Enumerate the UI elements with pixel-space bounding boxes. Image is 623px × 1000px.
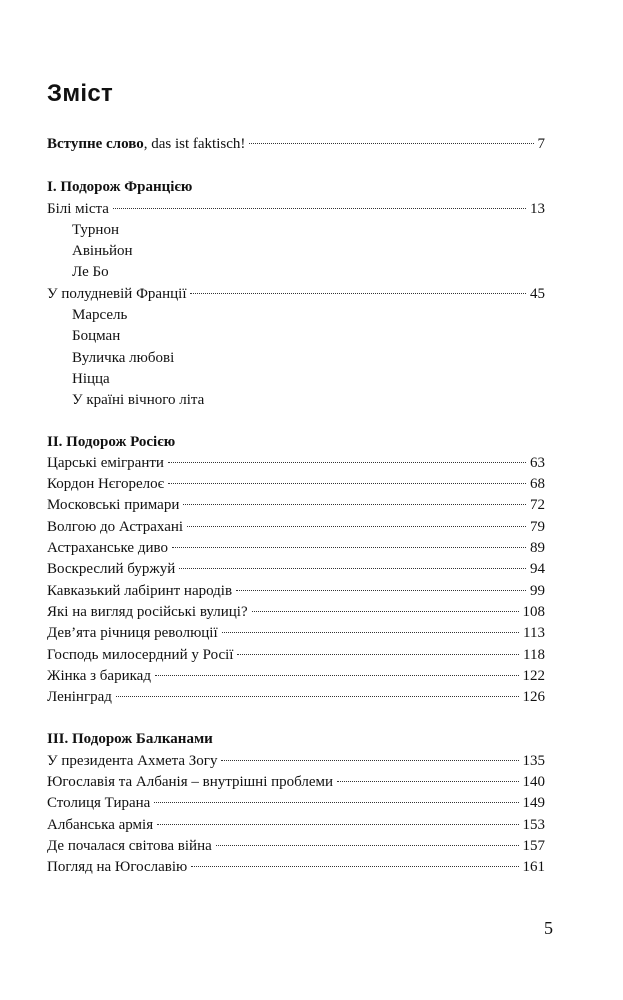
toc-entry[interactable]	[47, 645, 545, 666]
page-ref: 149	[522, 795, 545, 812]
dot-leader	[179, 568, 526, 569]
entry-title: Погляд на Югославію	[47, 859, 188, 876]
entry-title: У полудневій Франції	[47, 285, 187, 302]
entry-title: Які на вигляд російські вулиці?	[47, 603, 248, 620]
page-ref: 108	[522, 603, 545, 620]
spacer	[47, 155, 545, 177]
page-ref: 72	[530, 497, 545, 514]
dot-leader	[191, 866, 518, 867]
toc-entry[interactable]	[47, 772, 545, 793]
page-ref: 45	[530, 285, 545, 302]
dot-leader	[113, 208, 526, 209]
toc-subentry[interactable]	[47, 241, 545, 262]
page-number: 5	[544, 918, 553, 938]
part-title-text: III. Подорож Балканами	[47, 731, 213, 748]
dot-leader	[236, 590, 526, 591]
page-ref: 79	[530, 518, 545, 535]
entry-title: Воскреслий буржуй	[47, 561, 176, 578]
toc-entry[interactable]	[47, 474, 545, 495]
entry-title: Московські примари	[47, 497, 180, 514]
entry-title: Албанська армія	[47, 816, 154, 833]
entry-title	[47, 134, 245, 155]
part-title-2	[47, 432, 545, 453]
entry-title: Волгою до Астрахані	[47, 518, 184, 535]
subentry-title: У країні вічного літа	[72, 392, 205, 409]
entry-title: Жінка з барикад	[47, 667, 151, 684]
spacer	[47, 708, 545, 729]
toc-entry[interactable]	[47, 857, 545, 878]
page-ref: 7	[537, 136, 545, 152]
part-title-3	[47, 729, 545, 750]
toc-entry[interactable]	[47, 623, 545, 644]
dot-leader	[221, 760, 518, 761]
dot-leader	[168, 462, 526, 463]
entry-title: Астраханське диво	[47, 540, 168, 557]
page-ref: 68	[530, 476, 545, 493]
entry-title: Царські емігранти	[47, 454, 164, 471]
page-ref: 135	[522, 752, 545, 769]
toc-subentry[interactable]	[47, 262, 545, 283]
dot-leader	[183, 504, 526, 505]
toc-entry[interactable]	[47, 836, 545, 857]
toc-entry[interactable]	[47, 815, 545, 836]
toc-entry[interactable]	[47, 581, 545, 602]
toc-entry[interactable]	[47, 495, 545, 516]
part-title-text: I. Подорож Францією	[47, 179, 193, 196]
page-ref: 118	[523, 646, 545, 663]
contents-heading: Зміст	[47, 80, 114, 107]
entry-title: Білі міста	[47, 200, 109, 217]
subentry-title: Марсель	[72, 307, 128, 324]
page-ref: 94	[530, 561, 545, 578]
page-ref: 140	[522, 774, 545, 791]
dot-leader	[252, 611, 519, 612]
toc-entry[interactable]	[47, 751, 545, 772]
toc-subentry[interactable]	[47, 348, 545, 369]
entry-title: Столиця Тирана	[47, 795, 151, 812]
dot-leader	[216, 845, 519, 846]
part-title-1	[47, 177, 545, 198]
dot-leader	[168, 483, 526, 484]
subentry-title: Боцман	[72, 328, 121, 345]
toc-entry[interactable]	[47, 284, 545, 305]
dot-leader	[249, 143, 533, 144]
part-3-entries	[47, 751, 545, 879]
entry-title-rest: , das ist faktisch!	[143, 136, 246, 152]
page-ref: 63	[530, 454, 545, 471]
toc-entry[interactable]	[47, 199, 545, 220]
page-ref: 161	[522, 859, 545, 876]
entry-title: Кавказький лабіринт народів	[47, 582, 233, 599]
toc-subentry[interactable]	[47, 220, 545, 241]
toc-entry[interactable]	[47, 666, 545, 687]
dot-leader	[172, 547, 526, 548]
toc-subentry[interactable]	[47, 390, 545, 411]
toc-entry[interactable]	[47, 793, 545, 814]
dot-leader	[190, 293, 526, 294]
entry-title: У президента Ахмета Зогу	[47, 752, 218, 769]
dot-leader	[116, 696, 519, 697]
table-of-contents	[47, 134, 545, 879]
dot-leader	[222, 632, 519, 633]
dot-leader	[187, 526, 526, 527]
subentry-title: Ніцца	[72, 370, 110, 387]
toc-entry[interactable]	[47, 453, 545, 474]
toc-entry-intro[interactable]	[47, 134, 545, 155]
dot-leader	[157, 824, 518, 825]
page-ref: 126	[522, 689, 545, 706]
part-title-text: II. Подорож Росією	[47, 433, 176, 450]
toc-entry[interactable]	[47, 602, 545, 623]
subentry-title: Турнон	[72, 221, 119, 238]
toc-subentry[interactable]	[47, 305, 545, 326]
dot-leader	[237, 654, 519, 655]
subentry-title: Вуличка любові	[72, 349, 175, 366]
toc-entry[interactable]	[47, 538, 545, 559]
page-ref: 153	[522, 816, 545, 833]
page-ref: 13	[530, 200, 545, 217]
page-ref: 99	[530, 582, 545, 599]
entry-title: Ленінград	[47, 689, 112, 706]
page-ref: 122	[522, 667, 545, 684]
entry-title: Дев’ята річниця революції	[47, 625, 218, 642]
entry-title: Югославія та Албанія – внутрішні проблеми	[47, 774, 334, 791]
page-ref: 157	[522, 837, 545, 854]
toc-entry[interactable]	[47, 559, 545, 580]
toc-entry[interactable]	[47, 687, 545, 708]
entry-title-bold: Вступне слово	[47, 136, 144, 152]
spacer	[47, 412, 545, 432]
toc-subentry[interactable]	[47, 326, 545, 347]
part-2-entries	[47, 453, 545, 709]
toc-subentry[interactable]	[47, 369, 545, 390]
toc-entry[interactable]	[47, 517, 545, 538]
subentry-title: Авіньйон	[72, 243, 133, 260]
page-ref: 89	[530, 540, 545, 557]
dot-leader	[337, 781, 518, 782]
entry-title: Кордон Нєгорелоє	[47, 476, 165, 493]
dot-leader	[154, 802, 518, 803]
entry-title: Де почалася світова війна	[47, 837, 212, 854]
subentry-title: Ле Бо	[72, 264, 109, 281]
page-ref: 113	[523, 625, 545, 642]
entry-title: Господь милосердний у Росії	[47, 646, 234, 663]
dot-leader	[155, 675, 519, 676]
